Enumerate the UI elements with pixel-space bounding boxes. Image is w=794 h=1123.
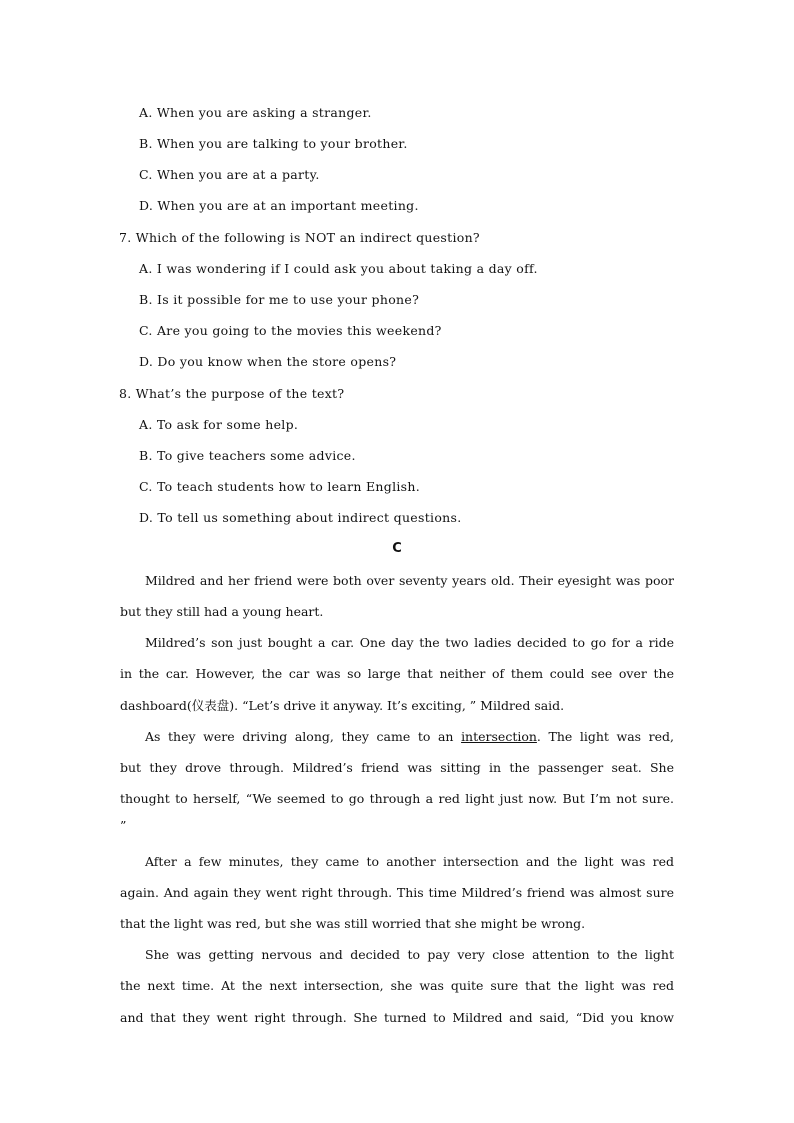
passage-line: Mildred’s son just bought a car. One day the two ladies decided to go for a ride: [145, 635, 674, 650]
passage-line: again. And again they went right through. This time Mildred’s friend was almost sure: [120, 885, 674, 900]
section-heading: C: [392, 541, 402, 556]
q8-option-b: B. To give teachers some advice.: [139, 448, 356, 463]
passage-line: ”: [120, 818, 127, 833]
q7-question: 7. Which of the following is NOT an indirect question?: [119, 230, 480, 245]
passage-line: but they drove through. Mildred’s friend was sitting in the passenger seat. She: [120, 760, 674, 775]
passage-line: Mildred and her friend were both over seventy years old. Their eyesight was poor: [145, 573, 674, 588]
q8-option-d: D. To tell us something about indirect questions.: [139, 510, 462, 525]
passage-line: and that they went right through. She turned to Mildred and said, “Did you know: [120, 1010, 674, 1025]
q7-option-c: C. Are you going to the movies this weekend?: [139, 323, 442, 338]
q8-option-a: A. To ask for some help.: [139, 417, 299, 432]
passage-line: dashboard(仪表盘). “Let’s drive it anyway. It’s exciting, ” Mildred said.: [120, 698, 565, 713]
q6-option-c: C. When you are at a party.: [139, 167, 320, 182]
q6-option-d: D. When you are at an important meeting.: [139, 198, 419, 213]
passage-line: in the car. However, the car was so large that neither of them could see over the: [120, 666, 674, 681]
q8-option-c: C. To teach students how to learn English.: [139, 479, 421, 494]
q6-option-a: A. When you are asking a stranger.: [139, 105, 372, 120]
passage-line: thought to herself, “We seemed to go through a red light just now. But I’m not sure.: [120, 791, 674, 806]
passage-line: but they still had a young heart.: [120, 604, 324, 619]
passage-line: After a few minutes, they came to another intersection and the light was red: [145, 854, 674, 869]
q8-question: 8. What’s the purpose of the text?: [119, 386, 345, 401]
passage-text: . The light was red,: [536, 729, 674, 744]
underlined-word: intersection: [461, 729, 537, 744]
q7-option-a: A. I was wondering if I could ask you about taking a day off.: [139, 261, 538, 276]
passage-line: the next time. At the next intersection, she was quite sure that the light was red: [120, 978, 674, 993]
passage-line: that the light was red, but she was still worried that she might be wrong.: [120, 916, 586, 931]
q7-option-b: B. Is it possible for me to use your phone?: [139, 292, 420, 307]
q7-option-d: D. Do you know when the store opens?: [139, 354, 397, 369]
passage-line: [145, 729, 674, 745]
q6-option-b: B. When you are talking to your brother.: [139, 136, 408, 151]
passage-text: As they were driving along, they came to an: [145, 729, 462, 744]
passage-line: She was getting nervous and decided to pay very close attention to the light: [145, 947, 674, 962]
